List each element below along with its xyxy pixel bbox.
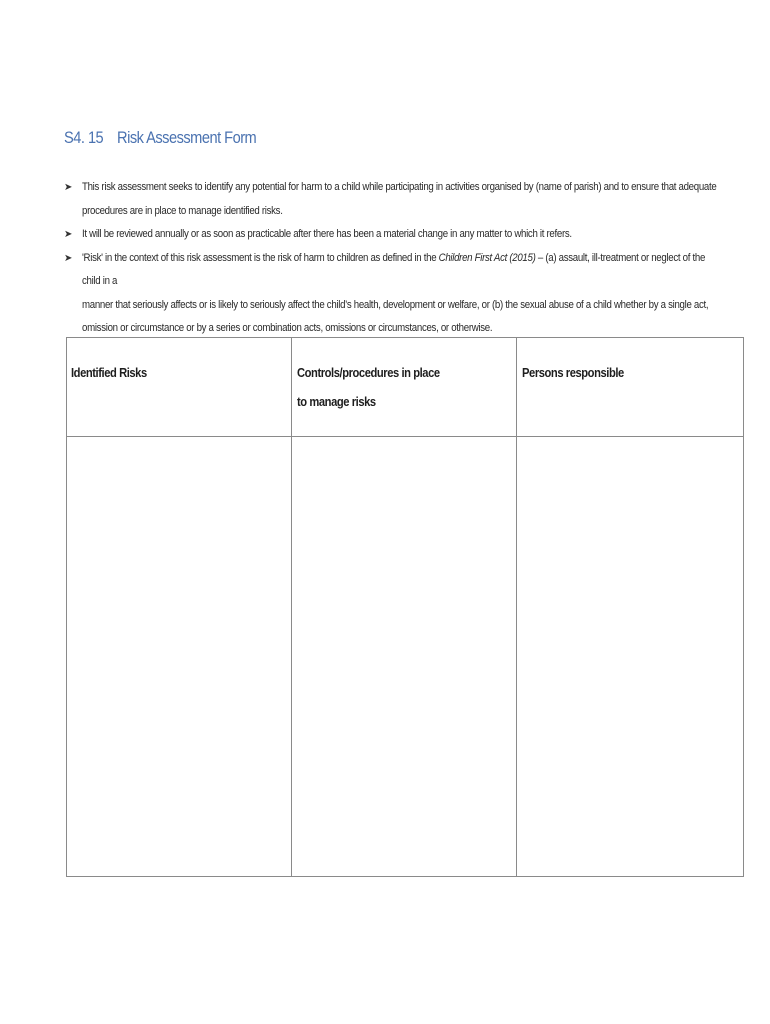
risk-assessment-table — [66, 337, 744, 877]
cell-identified-risks[interactable] — [67, 437, 292, 877]
bullet-line-segment: – (a) assault, ill-treatment or neglect of the child in a — [82, 251, 706, 287]
header-label: to manage risks — [297, 394, 376, 409]
table-header-row — [67, 338, 744, 437]
bullet-line: procedures are in place to manage identified risks. — [82, 204, 283, 217]
act-citation: Children First Act (2015) — [438, 251, 536, 264]
header-label: Identified Risks — [71, 365, 147, 380]
bullet-item-review — [64, 223, 724, 247]
arrow-bullet-icon: ➤ — [64, 252, 73, 264]
header-label: Persons responsible — [522, 365, 624, 380]
bullet-text — [82, 176, 720, 223]
arrow-bullet-icon: ➤ — [64, 229, 73, 240]
bullet-line: omission or circumstance or by a series or combination acts, omissions or circumstances, or otherwise. — [82, 322, 493, 334]
bullet-line-segment: 'Risk' in the context of this risk assessment is the risk of harm to children as defined in the — [82, 251, 439, 264]
arrow-bullet-icon: ➤ — [64, 182, 73, 193]
section-number: S4. 15 — [64, 128, 104, 147]
bullet-text — [82, 223, 720, 247]
bullet-item-risk-definition — [64, 247, 724, 341]
intro-bullet-list — [64, 176, 724, 341]
table-row — [67, 437, 744, 877]
bullet-line: It will be reviewed annually or as soon as practicable after there has been a material change in any matter to which it refers. — [82, 228, 572, 240]
bullet-line: This risk assessment seeks to identify any potential for harm to a child while participating in activities organised by (name of parish) and to ensure that adequate — [82, 181, 717, 193]
header-persons-responsible — [517, 338, 744, 437]
header-controls-procedures — [292, 338, 517, 437]
cell-persons-responsible[interactable] — [517, 437, 744, 877]
cell-controls-procedures[interactable] — [292, 437, 517, 877]
header-label: Controls/procedures in place — [297, 365, 440, 380]
page-title — [64, 128, 256, 148]
header-identified-risks — [67, 338, 292, 437]
bullet-text — [82, 247, 720, 341]
bullet-item-purpose — [64, 176, 724, 223]
bullet-line: manner that seriously affects or is likely to seriously affect the child’s health, development or welfare, or (b) the sexual abuse of a child whether by a single act, — [82, 298, 709, 311]
title-text: Risk Assessment Form — [117, 128, 257, 147]
